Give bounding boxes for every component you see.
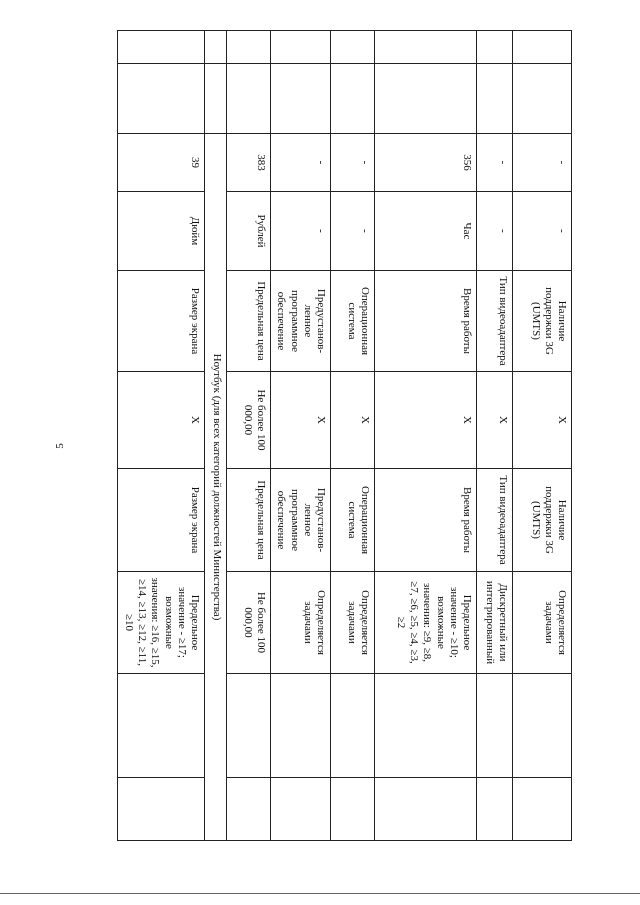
table-row	[513, 31, 572, 841]
row-code-cell: 356	[375, 134, 477, 192]
value-cell: Определяется задачами	[271, 572, 331, 674]
empty-cell	[331, 31, 375, 64]
empty-cell	[513, 778, 572, 841]
empty-cell	[205, 31, 227, 64]
characteristics-table	[117, 30, 572, 841]
empty-cell	[375, 31, 477, 64]
unit-cell: -	[477, 192, 513, 271]
characteristic-cell: Размер экрана	[118, 469, 205, 572]
row-code-cell: 39	[118, 134, 205, 192]
characteristic-cell: Операционная система	[331, 469, 375, 572]
characteristic-cell: Время работы	[375, 469, 477, 572]
empty-cell	[118, 64, 205, 134]
empty-cell	[375, 778, 477, 841]
table-row	[331, 31, 375, 841]
characteristic-cell: Время работы	[375, 271, 477, 372]
empty-cell	[118, 31, 205, 64]
table-row	[271, 31, 331, 841]
table-row	[118, 31, 205, 841]
empty-cell	[477, 31, 513, 64]
unit-cell: -	[271, 192, 331, 271]
empty-cell	[513, 674, 572, 778]
unit-cell: Час	[375, 192, 477, 271]
row-code-cell: -	[513, 134, 572, 192]
empty-cell	[271, 778, 331, 841]
value-cell: X	[477, 372, 513, 469]
characteristic-cell: Тип видеоадаптера	[477, 469, 513, 572]
table-row	[375, 31, 477, 841]
characteristic-cell: Предустанов-ленное программное обеспечение	[271, 271, 331, 372]
unit-cell: -	[513, 192, 572, 271]
empty-cell	[513, 64, 572, 134]
rotated-table-container	[72, 30, 572, 840]
empty-cell	[118, 674, 205, 778]
characteristic-cell: Предустанов-ленное программное обеспечение	[271, 469, 331, 572]
value-cell: Предельное значение - ≥17; возможные значения: ≥16, ≥15, ≥14, ≥13, ≥12, ≥11, ≥10	[118, 572, 205, 674]
table-row	[477, 31, 513, 841]
empty-cell	[477, 64, 513, 134]
empty-cell	[227, 778, 271, 841]
unit-cell: -	[331, 192, 375, 271]
value-cell: X	[271, 372, 331, 469]
value-cell: X	[118, 372, 205, 469]
table-row	[227, 31, 271, 841]
characteristic-cell: Тип видеоадаптера	[477, 271, 513, 372]
empty-cell	[271, 64, 331, 134]
section-row	[205, 31, 227, 841]
page-number: 5	[54, 443, 66, 449]
empty-cell	[331, 674, 375, 778]
empty-cell	[227, 674, 271, 778]
empty-cell	[271, 674, 331, 778]
characteristic-cell: Размер экрана	[118, 271, 205, 372]
value-cell: Не более 100 000,00	[227, 372, 271, 469]
characteristic-cell: Наличие поддержки 3G (UMTS)	[513, 271, 572, 372]
empty-cell	[477, 674, 513, 778]
empty-cell	[271, 31, 331, 64]
row-code-cell: -	[477, 134, 513, 192]
value-cell: X	[375, 372, 477, 469]
section-heading: Ноутбук (для всех категорий должностей Министерства)	[205, 134, 227, 841]
empty-cell	[118, 778, 205, 841]
characteristic-cell: Операционная система	[331, 271, 375, 372]
empty-cell	[375, 674, 477, 778]
empty-cell	[227, 31, 271, 64]
row-code-cell: -	[331, 134, 375, 192]
value-cell: Дискретный или интегрированный	[477, 572, 513, 674]
page-bottom-rule	[0, 893, 640, 894]
characteristic-cell: Предельная цена	[227, 469, 271, 572]
characteristic-cell: Предельная цена	[227, 271, 271, 372]
unit-cell: Дюйм	[118, 192, 205, 271]
row-code-cell: -	[271, 134, 331, 192]
value-cell: Не более 100 000,00	[227, 572, 271, 674]
value-cell: Предельное значение - ≥10; возможные значения: ≥9, ≥8, ≥7, ≥6, ≥5, ≥4, ≥3, ≥2	[375, 572, 477, 674]
empty-cell	[227, 64, 271, 134]
value-cell: X	[513, 372, 572, 469]
unit-cell: Рублей	[227, 192, 271, 271]
characteristic-cell: Наличие поддержки 3G (UMTS)	[513, 469, 572, 572]
value-cell: X	[331, 372, 375, 469]
value-cell: Определяется задачами	[331, 572, 375, 674]
empty-cell	[331, 64, 375, 134]
empty-cell	[513, 31, 572, 64]
empty-cell	[205, 64, 227, 134]
empty-cell	[331, 778, 375, 841]
row-code-cell: 383	[227, 134, 271, 192]
empty-cell	[477, 778, 513, 841]
value-cell: Определяется задачами	[513, 572, 572, 674]
empty-cell	[375, 64, 477, 134]
